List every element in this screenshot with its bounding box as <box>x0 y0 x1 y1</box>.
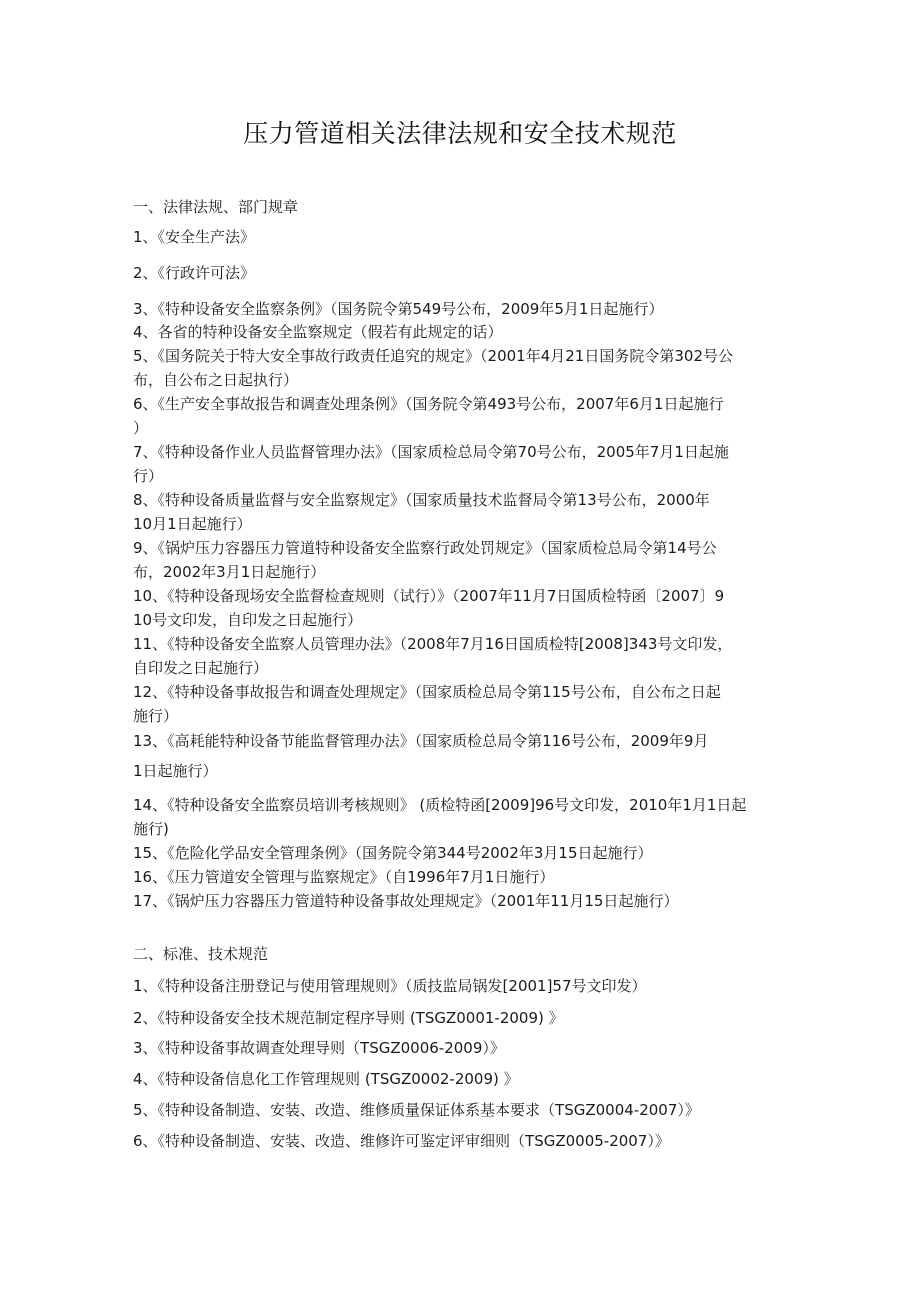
law-item-4: 4、各省的特种设备安全监察规定（假若有此规定的话） <box>133 323 503 341</box>
law-item-17: 17、《锅炉压力容器压力管道特种设备事故处理规定》（2001年11月15日起施行） <box>133 892 679 910</box>
law-item-13-line2: 1日起施行） <box>133 762 218 780</box>
standard-item-1: 1、《特种设备注册登记与使用管理规则》（质技监局锅发[2001]57号文印发） <box>133 977 647 995</box>
law-item-10-line2: 10号文印发，自印发之日起施行） <box>133 611 363 629</box>
law-item-5-line1: 5、《国务院关于特大安全事故行政责任追究的规定》（2001年4月21日国务院令第302号公 <box>133 347 733 365</box>
law-item-10-line1: 10、《特种设备现场安全监督检查规则（试行）》（2007年11月7日国质检特函〔2007〕9 <box>133 587 725 605</box>
law-item-11-line2: 自印发之日起施行） <box>133 659 269 677</box>
standard-item-5: 5、《特种设备制造、安装、改造、维修质量保证体系基本要求（TSGZ0004-2007）》 <box>133 1101 700 1119</box>
law-item-15: 15、《危险化学品安全管理条例》（国务院令第344号2002年3月15日起施行） <box>133 844 653 862</box>
law-item-6-line1: 6、《生产安全事故报告和调查处理条例》（国务院令第493号公布，2007年6月1日起施行 <box>133 395 724 413</box>
law-item-8-line2: 10月1日起施行） <box>133 515 252 533</box>
law-item-16: 16、《压力管道安全管理与监察规定》（自1996年7月1日施行） <box>133 868 555 886</box>
page-title: 压力管道相关法律法规和安全技术规范 <box>243 119 677 148</box>
law-item-2: 2、《行政许可法》 <box>133 264 256 282</box>
law-item-14-line2: 施行) <box>133 820 169 838</box>
standard-item-3: 3、《特种设备事故调查处理导则（TSGZ0006-2009）》 <box>133 1039 505 1057</box>
law-item-7-line1: 7、《特种设备作业人员监督管理办法》（国家质检总局令第70号公布，2005年7月1日起施 <box>133 443 729 461</box>
law-item-7-line2: 行） <box>133 467 164 485</box>
law-item-9-line2: 布，2002年3月1日起施行） <box>133 563 326 581</box>
standard-item-2: 2、《特种设备安全技术规范制定程序导则 (TSGZ0001-2009) 》 <box>133 1009 564 1027</box>
section-heading-laws: 一、法律法规、部门规章 <box>133 198 299 216</box>
law-item-12-line2: 施行） <box>133 707 179 725</box>
section-heading-standards: 二、标准、技术规范 <box>133 945 269 963</box>
law-item-3: 3、《特种设备安全监察条例》（国务院令第549号公布，2009年5月1日起施行） <box>133 300 664 318</box>
law-item-1: 1、《安全生产法》 <box>133 228 256 246</box>
law-item-9-line1: 9、《锅炉压力容器压力管道特种设备安全监察行政处罚规定》（国家质检总局令第14号公 <box>133 539 717 557</box>
standard-item-4: 4、《特种设备信息化工作管理规则 (TSGZ0002-2009) 》 <box>133 1070 519 1088</box>
law-item-5-line2: 布，自公布之日起执行） <box>133 371 299 389</box>
law-item-6-line2: ） <box>133 419 149 437</box>
law-item-11-line1: 11、《特种设备安全监察人员管理办法》（2008年7月16日国质检特[2008]343号文印发， <box>133 635 733 653</box>
law-item-14-line1: 14、《特种设备安全监察员培训考核规则》 (质检特函[2009]96号文印发，2010年1月1日起 <box>133 796 747 814</box>
law-item-12-line1: 12、《特种设备事故报告和调查处理规定》（国家质检总局令第115号公布，自公布之日起 <box>133 683 721 701</box>
law-item-13-line1: 13、《高耗能特种设备节能监督管理办法》（国家质检总局令第116号公布，2009年9月 <box>133 732 709 750</box>
standard-item-6: 6、《特种设备制造、安装、改造、维修许可鉴定评审细则（TSGZ0005-2007）》 <box>133 1132 670 1150</box>
law-item-8-line1: 8、《特种设备质量监督与安全监察规定》（国家质量技术监督局令第13号公布，2000年 <box>133 491 710 509</box>
